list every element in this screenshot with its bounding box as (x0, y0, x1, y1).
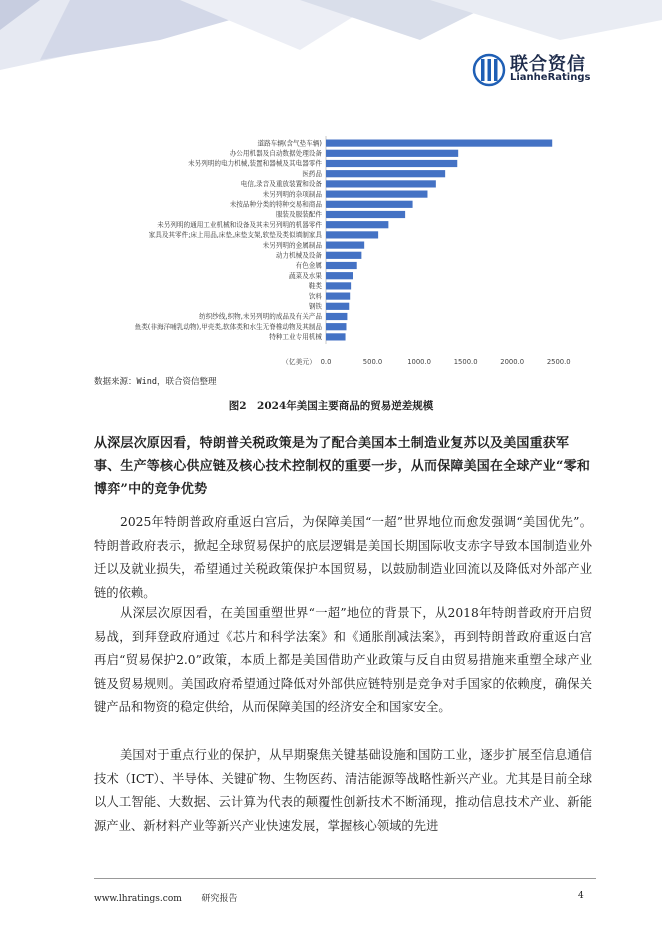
category-label: 未另列明的杂项制品 (262, 190, 322, 199)
category-label: 办公用机器及自动数据处理设备 (229, 149, 322, 158)
figure-caption: 图2 2024年美国主要商品的贸易逆差规模 (228, 400, 434, 412)
bar (326, 201, 413, 208)
category-label: 蔬菜及水果 (289, 271, 322, 280)
x-tick-label: 2000.0 (500, 358, 525, 366)
paragraph-1: 2025年特朗普政府重返白宫后，为保障美国“一超”世界地位而愈发强调“美国优先”。特朗普政府表示，掀起全球贸易保护的底层逻辑是美国长期国际收支赤字导致本国制造业外迁以及就业损失，希望通过关税政策保护本国贸易，以鼓励制造业回流以及降低对外部产业链的依赖。 (94, 515, 592, 600)
page-number: 4 (578, 891, 584, 901)
x-tick-label: 2500.0 (546, 358, 571, 366)
lianhe-logo-icon (472, 50, 506, 90)
category-label: 未另列明的通用工业机械和设备及其未另列明的机器零件 (157, 220, 322, 229)
category-label: 钢铁 (308, 302, 322, 311)
bar (326, 191, 427, 198)
bar (326, 180, 436, 187)
x-tick-label: 1500.0 (453, 358, 478, 366)
brand-name-en: LianheRatings (510, 72, 591, 83)
category-label: 有色金属 (295, 261, 322, 270)
trade-deficit-bar-chart (96, 132, 582, 372)
x-tick-label: 0.0 (320, 358, 332, 366)
chart-source: 数据来源：Wind，联合资信整理 (94, 377, 217, 387)
category-label: 鞋类 (308, 282, 322, 291)
footer-website[interactable]: www.lhratings.com (94, 894, 182, 904)
bar (326, 160, 457, 167)
bar (326, 211, 405, 218)
bar (326, 262, 357, 269)
x-tick-label: 500.0 (362, 358, 383, 366)
bar (326, 150, 458, 157)
bar (326, 333, 346, 340)
x-tick-label: 1000.0 (407, 358, 431, 366)
category-label: 饮料 (308, 292, 322, 301)
paragraph-3: 美国对于重点行业的保护，从早期聚焦关键基础设施和国防工业，逐步扩展至信息通信技术（ICT）、半导体、关键矿物、生物医药、清洁能源等战略性新兴产业。尤其是目前全球以人工智能、大数据、云计算为代表的颠覆性创新技术不断涌现，推动信息技术产业、新能源产业、新材料产业等新兴产业快速发展，掌握核心领域的先进 (94, 748, 592, 833)
category-label: 未另列明的金属制品 (262, 241, 322, 250)
bar (326, 221, 388, 228)
category-label: 家具及其零件;床上用品,床垫,床垫支架,软垫及类似填制家具 (148, 231, 322, 240)
brand-name-cn: 联合资信 (510, 54, 586, 75)
category-label: 纺织纱线,织物,未另列明的成品及有关产品 (199, 312, 322, 321)
category-label: 未另列明的电力机械,装置和器械及其电器零件 (188, 159, 322, 168)
bar (326, 140, 552, 147)
bar (326, 231, 378, 238)
bar (326, 242, 364, 249)
bar (326, 272, 353, 279)
category-label: 鱼类(非海洋哺乳动物),甲壳类,软体类和水生无脊椎动物及其制品 (134, 322, 322, 331)
paragraph-2: 从深层次原因看，在美国重塑世界“一超”地位的背景下，从2018年特朗普政府开启贸易战，到拜登政府通过《芯片和科学法案》和《通胀削减法案》，再到特朗普政府重返白宫再启“贸易保护2.0”政策，本质上都是美国借助产业政策与反自由贸易措施来重塑全球产业链及贸易规则。美国政府希望通过降低对外部供应链特别是竞争对手国家的依赖度，确保关键产品和物资的稳定供给，从而保障美国的经济安全和国家安全。 (94, 606, 592, 714)
category-label: 未按品种分类的特种交易和商品 (229, 200, 322, 209)
bar (326, 313, 347, 320)
footer-divider (94, 878, 596, 879)
bar (326, 303, 349, 310)
category-label: 医药品 (302, 169, 322, 178)
category-label: 电信,录音及重放装置和设备 (240, 180, 322, 189)
category-label: 服装及服装配件 (275, 210, 322, 219)
bar (326, 170, 445, 177)
footer-report-type: 研究报告 (201, 894, 238, 904)
bar (326, 252, 361, 259)
bar (326, 282, 351, 289)
section-heading: 从深层次原因看，特朗普关税政策是为了配合美国本土制造业复苏以及美国重获军事、生产等核心供应链及核心技术控制权的重要一步，从而保障美国在全球产业“零和博弈”中的竞争优势 (94, 436, 591, 497)
bar (326, 323, 346, 330)
bar (326, 293, 350, 300)
unit-label: （亿美元） (282, 358, 316, 366)
category-label: 动力机械及设备 (275, 251, 322, 260)
footer-info (94, 891, 238, 904)
category-label: 特种工业专用机械 (269, 333, 322, 342)
category-label: 道路车辆(含气垫车辆) (257, 139, 322, 148)
